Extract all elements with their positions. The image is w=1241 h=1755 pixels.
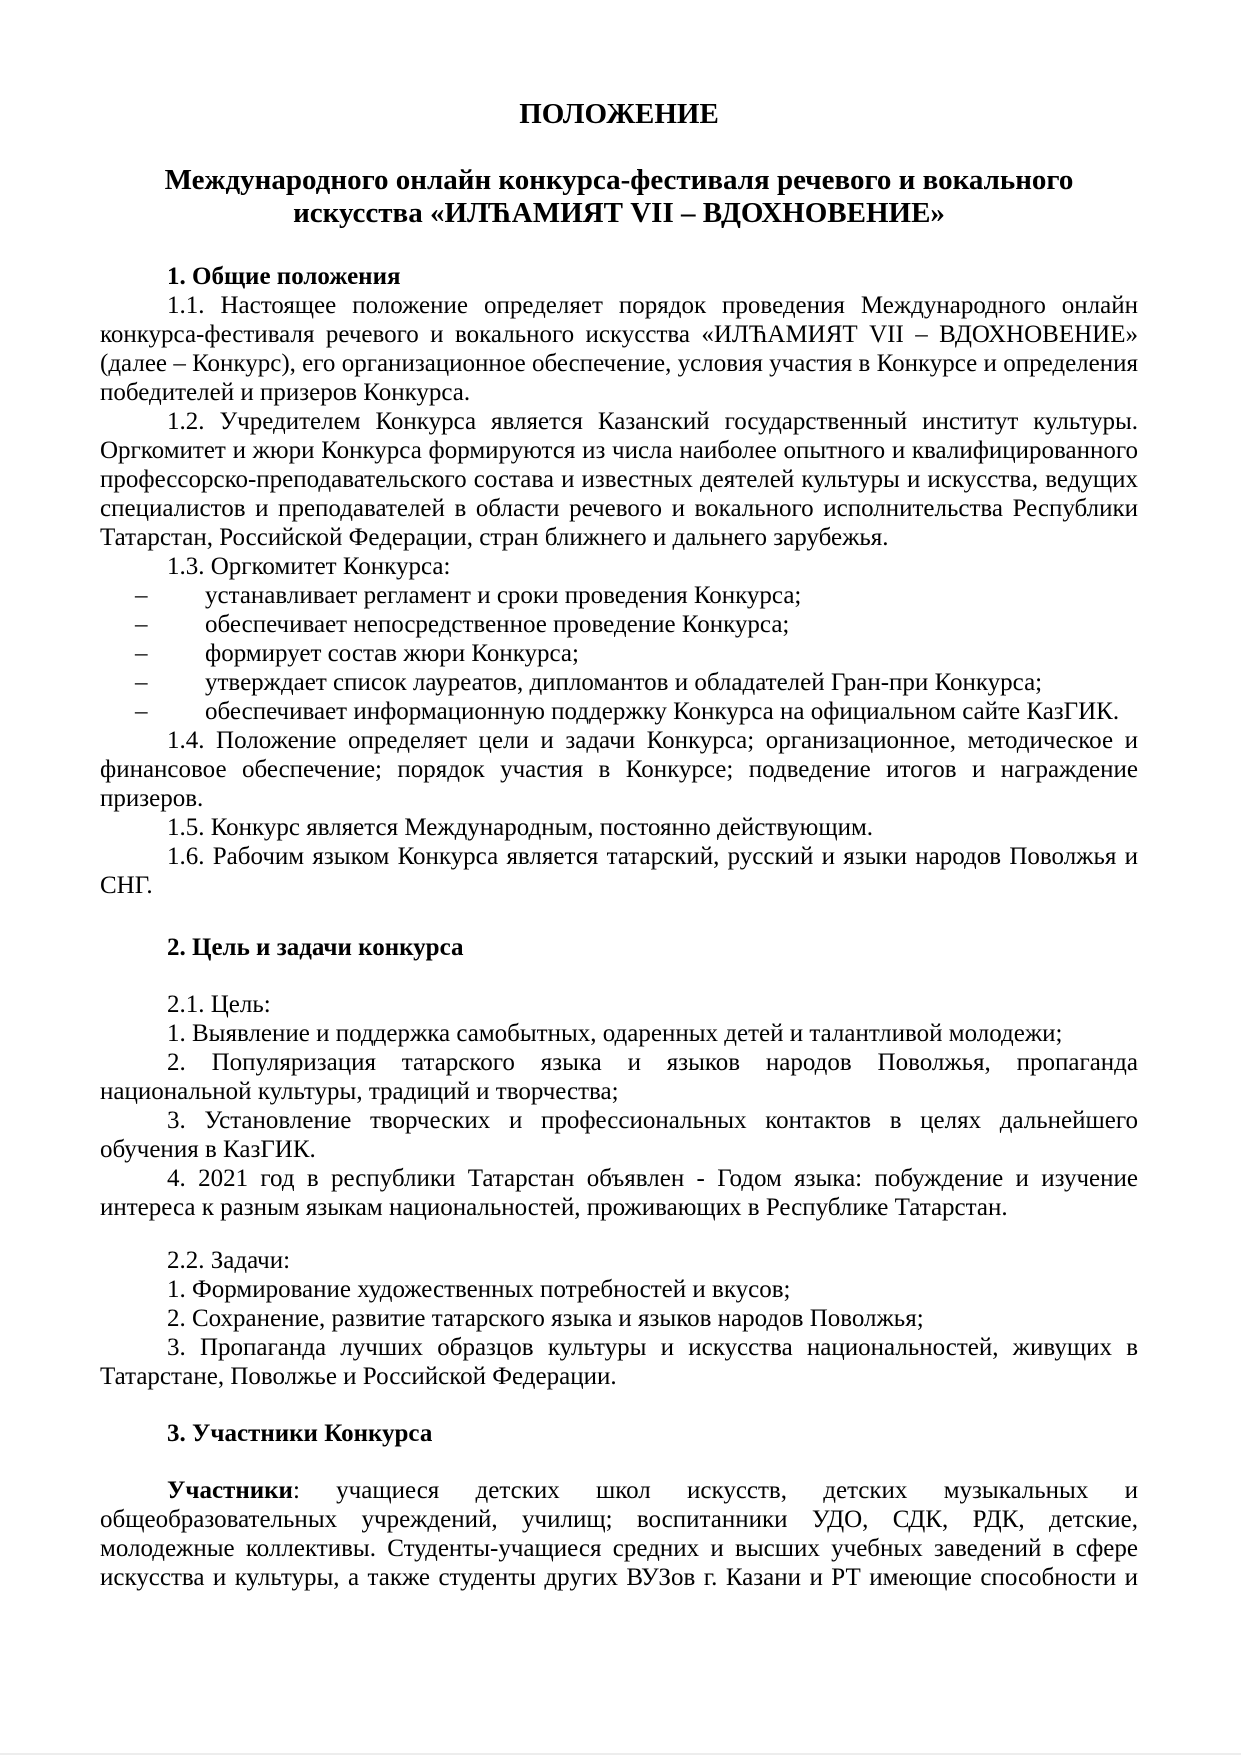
list-item [100, 610, 1138, 639]
list-item-text: устанавливает регламент и сроки проведения Конкурса; [205, 582, 802, 609]
section-3-heading: 3. Участники Конкурса [167, 1420, 433, 1447]
document-title: ПОЛОЖЕНИЕ [519, 98, 719, 130]
list-item [100, 697, 1138, 726]
task-item-1: 1. Формирование художественных потребностей и вкусов; [167, 1276, 791, 1303]
goal-label: 2.1. Цель: [167, 991, 271, 1018]
goal-item-2: 2. Популяризация татарского языка и языков народов Поволжья, пропаганда национальной культуры, традиций и творчества; [100, 1049, 1138, 1105]
list-item [100, 639, 1138, 668]
participants-text: : учащиеся детских школ искусств, детских музыкальных и общеобразовательных учреждений, училищ; воспитанники УДО, СДК, РДК, детские, молодежные коллективы. Студенты-учащиеся средних и высших учебных заведений в сфере искусства и культуры, а также студенты других ВУЗов г. Казани и РТ имеющие способности и [100, 1477, 1138, 1591]
list-item-text: обеспечивает непосредственное проведение Конкурса; [205, 611, 790, 638]
list-item-text: обеспечивает информационную поддержку Конкурса на официальном сайте КазГИК. [205, 698, 1120, 725]
goal-item-3: 3. Установление творческих и профессиональных контактов в целях дальнейшего обучения в КазГИК. [100, 1107, 1138, 1163]
tasks-label: 2.2. Задачи: [167, 1247, 291, 1274]
paragraph-1-3: 1.3. Оргкомитет Конкурса: [167, 553, 451, 580]
task-item-2: 2. Сохранение, развитие татарского языка и языков народов Поволжья; [167, 1305, 924, 1332]
list-item [100, 581, 1138, 610]
paragraph-1-5: 1.5. Конкурс является Международным, постоянно действующим. [167, 814, 874, 841]
dash-marker: – [135, 582, 148, 609]
paragraph-1-4: 1.4. Положение определяет цели и задачи Конкурса; организационное, методическое и финансовое обеспечение; порядок участия в Конкурсе; подведение итогов и награждение призеров. [100, 727, 1138, 812]
paragraph-1-1: 1.1. Настоящее положение определяет порядок проведения Международного онлайн конкурса-фестиваля речевого и вокального искусства «ИЛЋАМИЯТ VII – ВДОХНОВЕНИЕ» (далее – Конкурс), его организационное обеспечение, условия участия в Конкурсе и определения победителей и призеров Конкурса. [100, 292, 1138, 406]
paragraph-1-2: 1.2. Учредителем Конкурса является Казанский государственный институт культуры. Оргкомитет и жюри Конкурса формируются из числа наиболее опытного и квалифицированного профессорско-преподавательского состава и известных деятелей культуры и искусства, ведущих специалистов и преподавателей в области речевого и вокального исполнительства Республики Татарстан, Российской Федерации, стран ближнего и дальнего зарубежья. [100, 408, 1138, 551]
dash-marker: – [135, 698, 148, 725]
participants-lead: Участники [167, 1477, 293, 1504]
subtitle-line-2: искусства «ИЛЋАМИЯТ VII – ВДОХНОВЕНИЕ» [293, 197, 945, 229]
section-1-heading: 1. Общие положения [167, 263, 401, 290]
section-2-heading: 2. Цель и задачи конкурса [167, 934, 464, 961]
task-item-3: 3. Пропаганда лучших образцов культуры и искусства национальностей, живущих в Татарстане, Поволжье и Российской Федерации. [100, 1334, 1138, 1390]
dash-marker: – [135, 640, 148, 667]
list-item-text: формирует состав жюри Конкурса; [205, 640, 579, 667]
orgcommittee-duties-list [100, 581, 1138, 726]
dash-marker: – [135, 669, 148, 696]
paragraph-1-6: 1.6. Рабочим языком Конкурса является татарский, русский и языки народов Поволжья и СНГ. [100, 843, 1138, 899]
participants-paragraph [100, 1476, 1138, 1592]
document-subtitle [100, 164, 1138, 230]
goal-item-4: 4. 2021 год в республики Татарстан объявлен - Годом языка: побуждение и изучение интереса к разным языкам национальностей, проживающих в Республике Татарстан. [100, 1165, 1138, 1221]
goal-item-1: 1. Выявление и поддержка самобытных, одаренных детей и талантливой молодежи; [167, 1020, 1063, 1047]
dash-marker: – [135, 611, 148, 638]
list-item [100, 668, 1138, 697]
subtitle-line-1: Международного онлайн конкурса-фестиваля речевого и вокального [164, 164, 1074, 196]
list-item-text: утверждает список лауреатов, дипломантов и обладателей Гран-при Конкурса; [205, 669, 1043, 696]
